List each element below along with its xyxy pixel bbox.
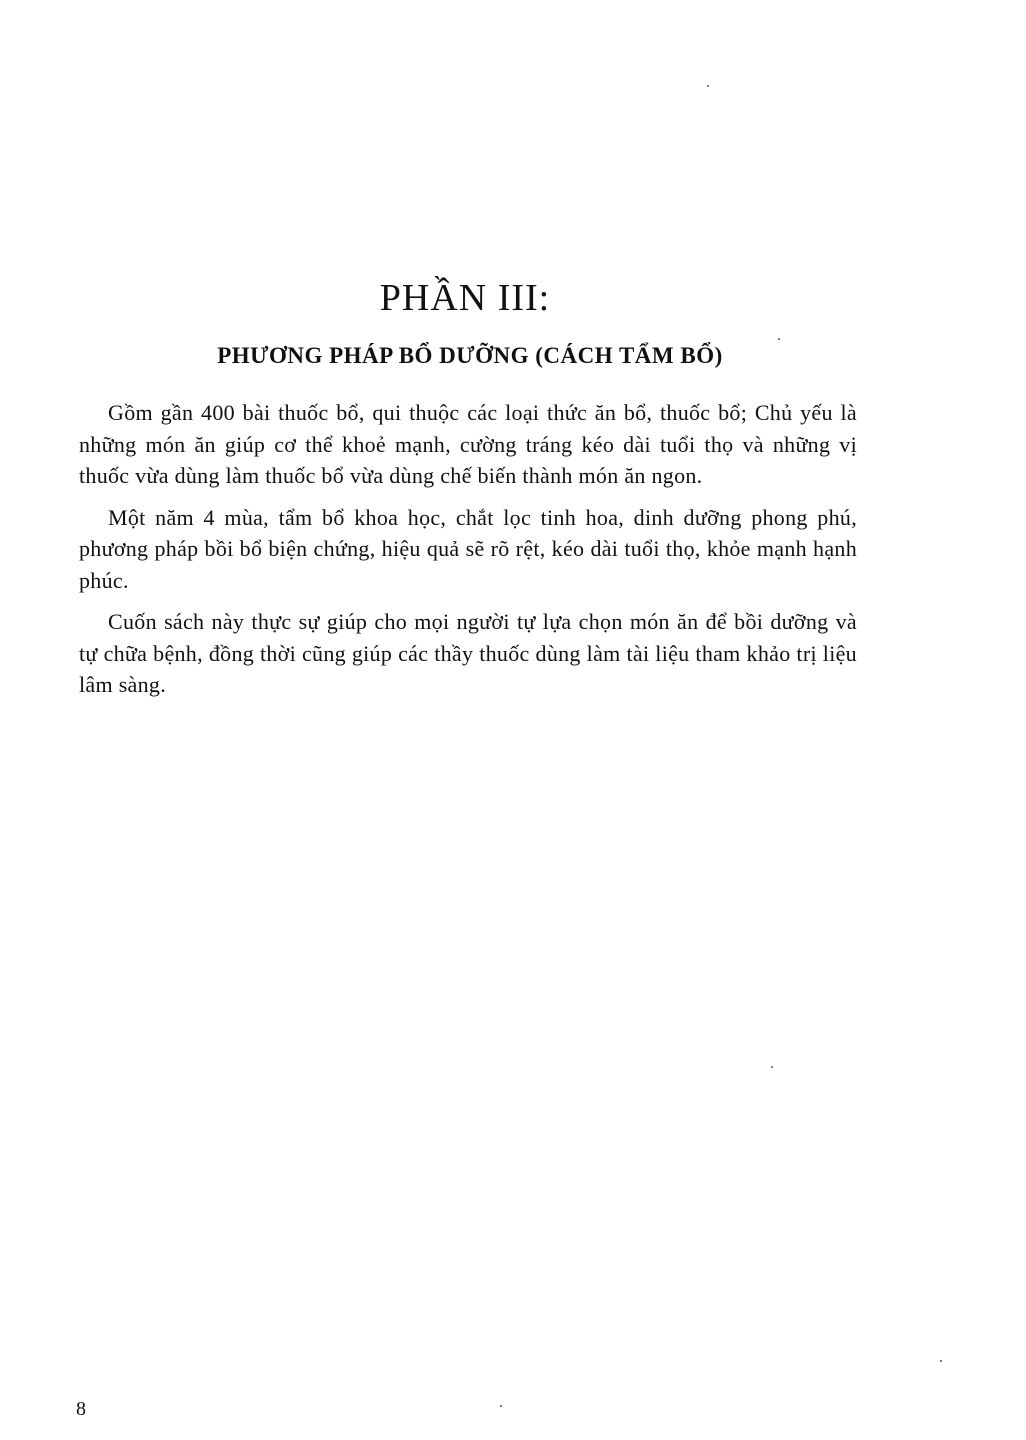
scan-speck: [778, 338, 780, 340]
scan-speck: [771, 1066, 773, 1068]
body-text: [79, 397, 857, 711]
scan-speck: [940, 1360, 942, 1362]
part-title: PHẦN III:: [379, 277, 551, 319]
scan-speck: [707, 85, 709, 87]
paragraph-2: Một năm 4 mùa, tẩm bổ khoa học, chắt lọc tinh hoa, dinh dưỡng phong phú, phương pháp bồi bổ biện chứng, hiệu quả sẽ rõ rệt, kéo dài tuổi thọ, khỏe mạnh hạnh phúc.: [79, 504, 857, 593]
paragraph-3: Cuốn sách này thực sự giúp cho mọi người tự lựa chọn món ăn để bồi dưỡng và tự chữa bệnh, đồng thời cũng giúp các thầy thuốc dùng làm tài liệu tham khảo trị liệu lâm sàng.: [79, 609, 857, 697]
paragraph-1: Gồm gần 400 bài thuốc bổ, qui thuộc các loại thức ăn bổ, thuốc bổ; Chủ yếu là những món ăn giúp cơ thể khoẻ mạnh, cường tráng kéo dài tuổi thọ và những vị thuốc vừa dùng làm thuốc bổ vừa dùng chế biến thành món ăn ngon.: [79, 400, 857, 488]
scan-speck: [500, 1405, 502, 1407]
section-subtitle: PHƯƠNG PHÁP BỔ DƯỠNG (CÁCH TẨM BỔ): [217, 343, 723, 368]
page-number: 8: [76, 1398, 86, 1420]
